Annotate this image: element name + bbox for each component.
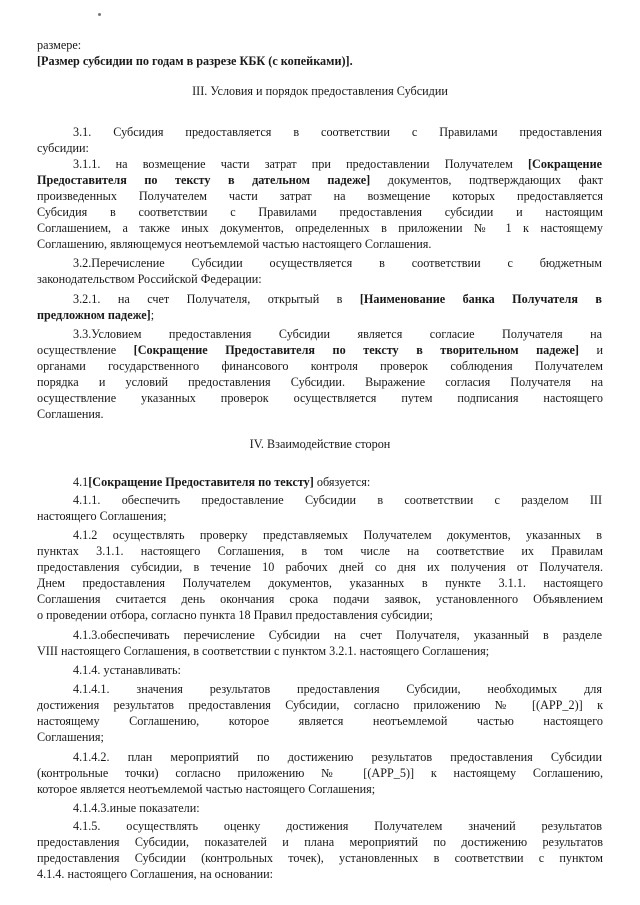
text-line: Соглашения считается день окончания срока подачи заявок, установленного Объявлением: [37, 592, 603, 606]
text-line: настоящему Соглашению, которое является неотъемлемой частью настоящего: [37, 714, 603, 728]
text-line: 4.1.4.1. значения результатов предоставления Субсидии, необходимых для: [73, 682, 602, 696]
text-line: 3.3.Условием предоставления Субсидии является согласие Получателя на: [73, 327, 602, 341]
text-line: предоставления Субсидии (контрольных точек), установленных в соответствии с пунктом: [37, 851, 603, 865]
text-line: предложном падеже];: [37, 308, 155, 322]
text-line: порядка и условий предоставления Субсидии. Выражение согласия Получателя на: [37, 375, 603, 389]
text-line: пунктах 3.1.1. настоящего Соглашения, в том числе на соответствие их Правилам: [37, 544, 603, 558]
text-line: осуществление [Сокращение Предоставителя по тексту в творительном падеже] и: [37, 343, 603, 357]
text-line: [Размер субсидии по годам в разрезе КБК (с копейками)].: [37, 54, 353, 68]
section-heading: IV. Взаимодействие сторон: [249, 437, 391, 451]
text-line: 4.1.1. обеспечить предоставление Субсидии в соответствии с разделом III: [73, 493, 602, 507]
text-line: 4.1[Сокращение Предоставителя по тексту] обязуется:: [73, 475, 371, 489]
text-line: предоставления Субсидии, показателей и плана мероприятий по достижению результатов: [37, 835, 603, 849]
text-line: настоящего Соглашения;: [37, 509, 167, 523]
text-line: 3.2.Перечисление Субсидии осуществляется в соответствии с бюджетным: [73, 256, 602, 270]
section-heading: III. Условия и порядок предоставления Субсидии: [192, 84, 448, 98]
text-line: 4.1.4.2. план мероприятий по достижению результатов предоставления Субсидии: [73, 750, 602, 764]
text-line: 3.2.1. на счет Получателя, открытый в [Наименование банка Получателя в: [73, 292, 602, 306]
text-line: Соглашения;: [37, 730, 104, 744]
text-line: органами государственного финансового контроля проверок соблюдения Получателем: [37, 359, 603, 373]
text-line: размере:: [37, 38, 82, 52]
scan-speck: [98, 13, 101, 16]
text-line: произведенных Получателем части затрат на возмещение которых предоставляется: [37, 189, 603, 203]
text-line: 4.1.4. настоящего Соглашения, на основании:: [37, 867, 274, 881]
text-line: 4.1.5. осуществлять оценку достижения Получателем значений результатов: [73, 819, 602, 833]
text-line: 4.1.3.обеспечивать перечисление Субсидии на счет Получателя, указанный в разделе: [73, 628, 602, 642]
text-line: VIII настоящего Соглашения, в соответствии с пунктом 3.2.1. настоящего Соглашения;: [37, 644, 490, 658]
text-line: Днем предоставления Получателем документов, указанных в пункте 3.1.1. настоящего: [37, 576, 603, 590]
text-line: Соглашения.: [37, 407, 104, 421]
text-line: (контрольные точки) согласно приложению № [(APP_5)] к настоящему Соглашению,: [37, 766, 603, 780]
text-line: Субсидия в соответствии с Правилами предоставления субсидии и настоящим: [37, 205, 603, 219]
text-line: 4.1.4. устанавливать:: [73, 663, 181, 677]
text-line: которое является неотъемлемой частью настоящего Соглашения;: [37, 782, 376, 796]
text-line: предоставления субсидии, в течение 10 рабочих дней со дня их получения от Получателя.: [37, 560, 603, 574]
text-line: 4.1.2 осуществлять проверку представляемых Получателем документов, указанных в: [73, 528, 602, 542]
text-line: 3.1.1. на возмещение части затрат при предоставлении Получателем [Сокращение: [73, 157, 602, 171]
text-line: 3.1. Субсидия предоставляется в соответствии с Правилами предоставления: [73, 125, 602, 139]
text-line: осуществление указанных проверок осуществляется путем подписания настоящего: [37, 391, 603, 405]
text-line: Предоставителя по тексту в дательном падеже] документов, подтверждающих факт: [37, 173, 604, 187]
text-line: о проведении отбора, согласно пункта 18 Правил предоставления субсидии;: [37, 608, 433, 622]
text-line: законодательством Российской Федерации:: [37, 272, 262, 286]
text-line: субсидии:: [37, 141, 89, 155]
text-line: Соглашению, являющемуся неотъемлемой частью настоящего Соглашения.: [37, 237, 432, 251]
text-line: достижения результатов предоставления Субсидии, согласно приложению № [(APP_2)] к: [37, 698, 603, 712]
text-line: Соглашением, а также иных документов, определенных в приложении № 1 к настоящему: [37, 221, 603, 235]
text-line: 4.1.4.3.иные показатели:: [73, 801, 200, 815]
